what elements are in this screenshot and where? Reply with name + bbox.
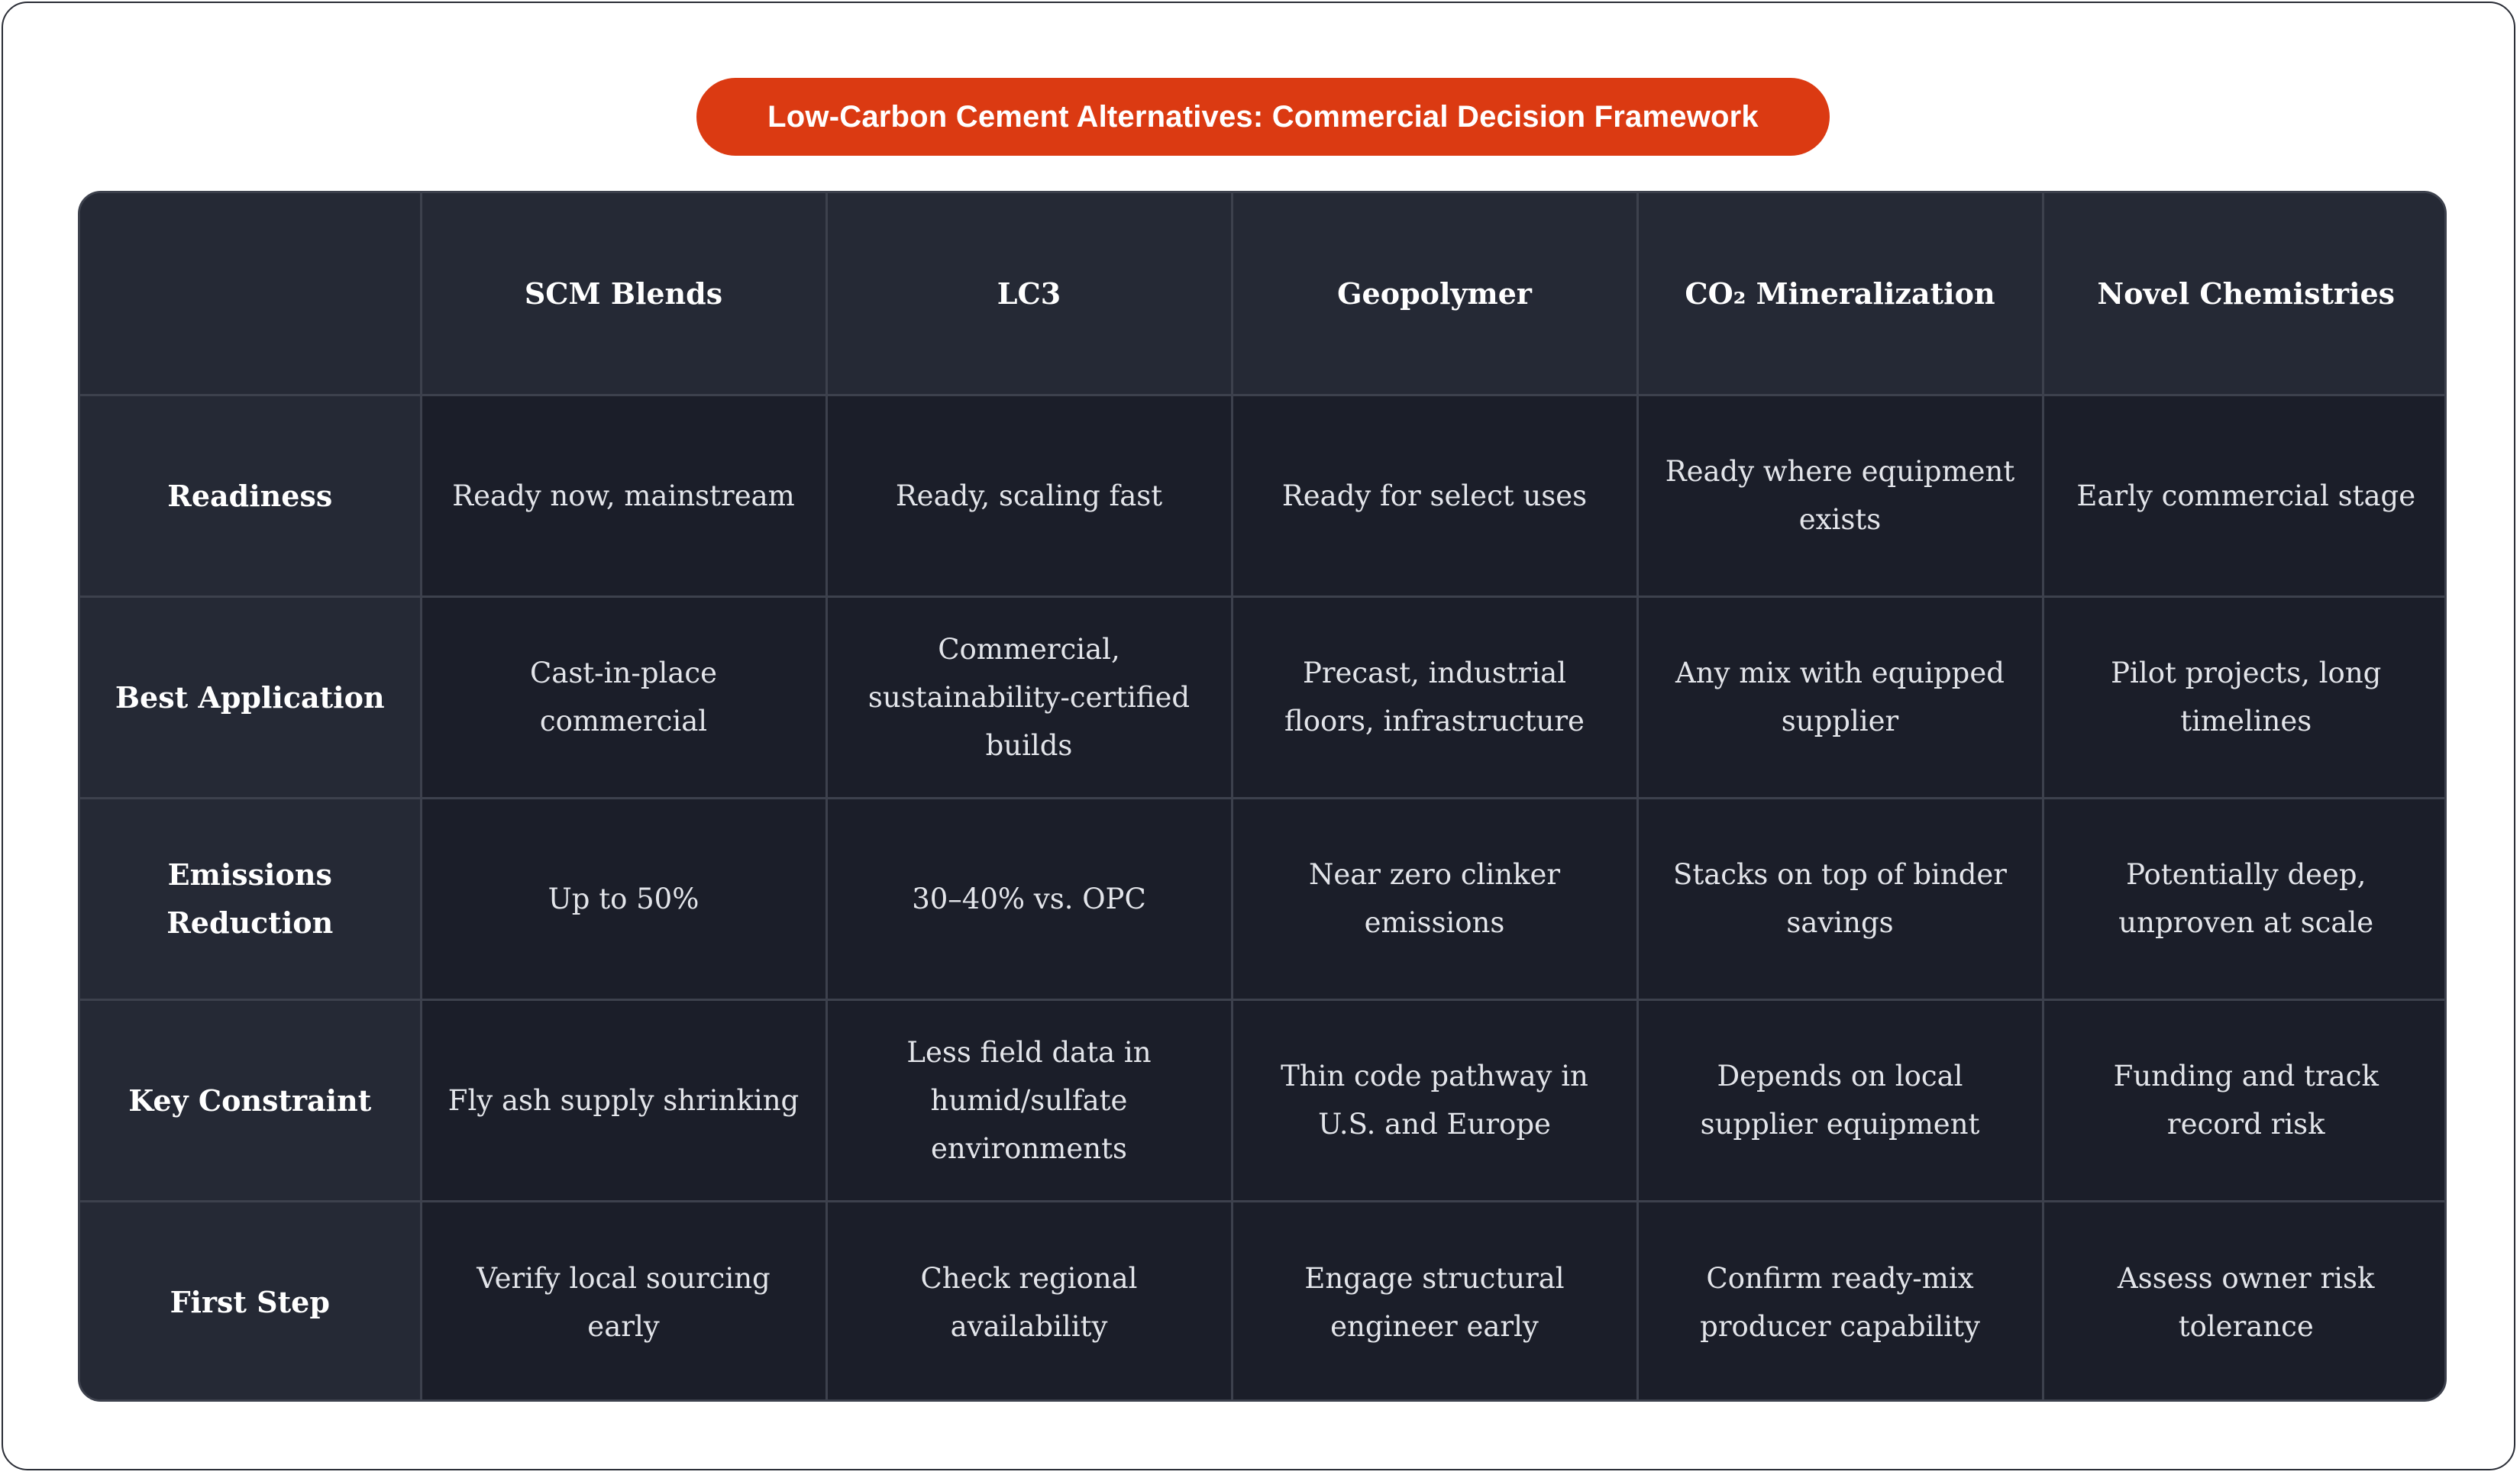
column-header: SCM Blends	[421, 193, 826, 395]
table-row	[80, 798, 2447, 999]
table-cell: Ready for select uses	[1232, 395, 1637, 596]
table-cell: Any mix with equipped supplier	[1637, 596, 2043, 798]
table-cell: Ready, scaling fast	[826, 395, 1232, 596]
column-header: LC3	[826, 193, 1232, 395]
table-cell: Check regional availability	[826, 1201, 1232, 1402]
row-header: First Step	[80, 1201, 421, 1402]
page-frame	[2, 2, 2515, 1470]
table-cell: Pilot projects, long timelines	[2043, 596, 2447, 798]
row-header: Readiness	[80, 395, 421, 596]
table-row	[80, 596, 2447, 798]
table-cell: Confirm ready-mix producer capability	[1637, 1201, 2043, 1402]
table-cell: Depends on local supplier equipment	[1637, 999, 2043, 1201]
row-header: Emissions Reduction	[80, 798, 421, 999]
column-header: Geopolymer	[1232, 193, 1637, 395]
table-cell: Verify local sourcing early	[421, 1201, 826, 1402]
header-row	[80, 193, 2447, 395]
table-cell: Stacks on top of binder savings	[1637, 798, 2043, 999]
table-cell: Ready now, mainstream	[421, 395, 826, 596]
table-cell: Potentially deep, unproven at scale	[2043, 798, 2447, 999]
table-cell: Ready where equipment exists	[1637, 395, 2043, 596]
table-cell: 30–40% vs. OPC	[826, 798, 1232, 999]
page-title: Low-Carbon Cement Alternatives: Commercial Decision Framework	[696, 78, 1830, 156]
table-cell: Early commercial stage	[2043, 395, 2447, 596]
decision-table-grid	[80, 193, 2447, 1402]
table-cell: Funding and track record risk	[2043, 999, 2447, 1201]
decision-table	[78, 191, 2447, 1402]
row-header: Best Application	[80, 596, 421, 798]
table-cell: Near zero clinker emissions	[1232, 798, 1637, 999]
table-cell: Cast-in-place commercial	[421, 596, 826, 798]
row-header: Key Constraint	[80, 999, 421, 1201]
table-cell: Commercial, sustainability-certified builds	[826, 596, 1232, 798]
table-row	[80, 1201, 2447, 1402]
table-cell: Fly ash supply shrinking	[421, 999, 826, 1201]
table-cell: Less field data in humid/sulfate environments	[826, 999, 1232, 1201]
table-row	[80, 395, 2447, 596]
table-row	[80, 999, 2447, 1201]
table-cell: Thin code pathway in U.S. and Europe	[1232, 999, 1637, 1201]
column-header: Novel Chemistries	[2043, 193, 2447, 395]
corner-cell	[80, 193, 421, 395]
table-cell: Engage structural engineer early	[1232, 1201, 1637, 1402]
column-header: CO₂ Mineralization	[1637, 193, 2043, 395]
table-cell: Assess owner risk tolerance	[2043, 1201, 2447, 1402]
table-cell: Up to 50%	[421, 798, 826, 999]
table-cell: Precast, industrial floors, infrastructure	[1232, 596, 1637, 798]
